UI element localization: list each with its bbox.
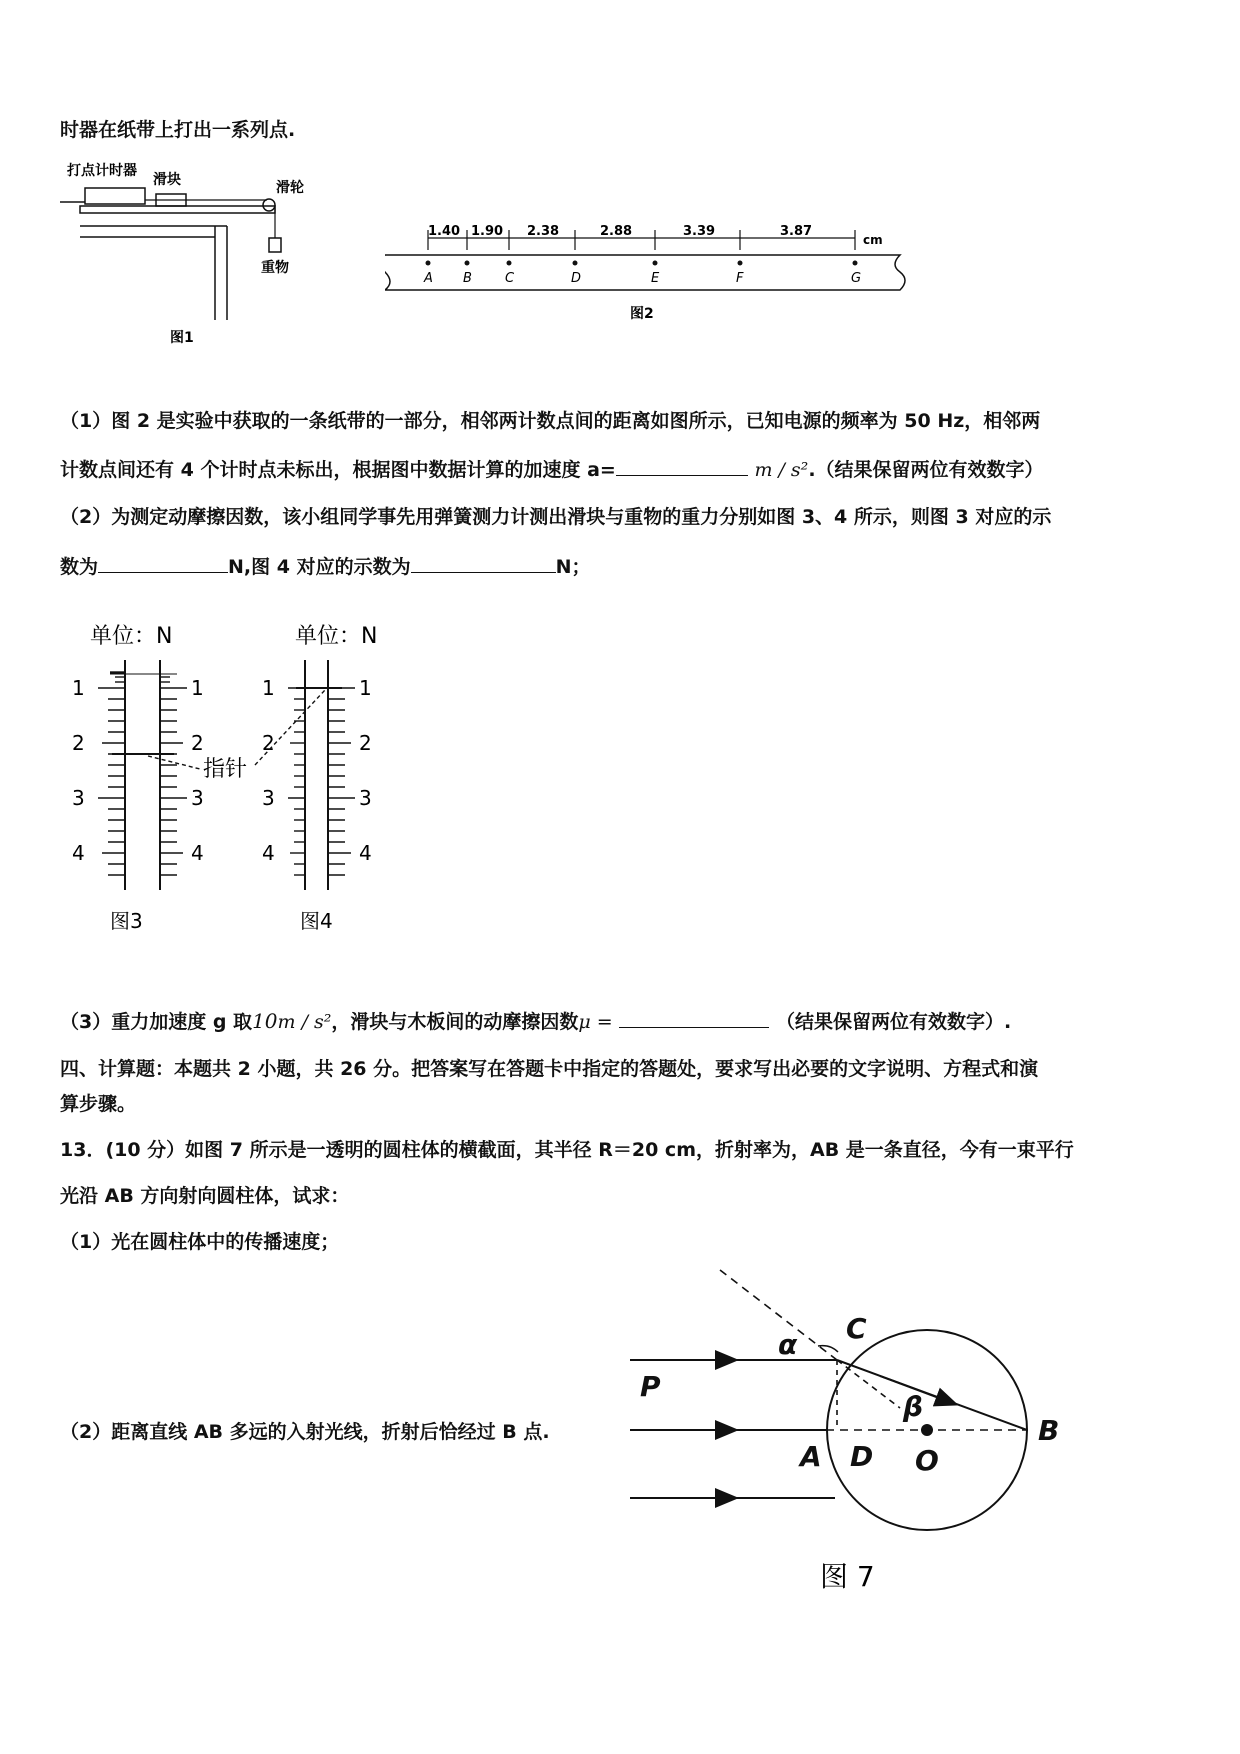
pulley-icon [263, 199, 275, 211]
slider-label: 滑块 [153, 172, 181, 188]
figure-2-caption: 图2 [630, 306, 654, 322]
distance-2: 1.90 [471, 224, 504, 239]
q13-line1: 13．(10 分）如图 7 所示是一透明的圆柱体的横截面，其半径 R＝20 cm，折射率为，AB 是一条直径，今有一束平行 [60, 1139, 1074, 1161]
board [80, 206, 275, 213]
label-B: B [1038, 1414, 1060, 1447]
scale4-right-3: 3 [359, 786, 372, 810]
pointer-dash-3 [148, 756, 200, 769]
scale3-right-1: 1 [191, 676, 204, 700]
scale4-right-4: 4 [359, 841, 372, 865]
scale3-left-4: 4 [72, 841, 85, 865]
scale4-left-4: 4 [262, 841, 275, 865]
section4-line1: 四、计算题：本题共 2 小题，共 26 分。把答案写在答题卡中指定的答题处，要求写出必要的文字说明、方程式和演 [60, 1058, 1039, 1080]
q2-line2: 数为 N,图 4 对应的示数为 N； [60, 552, 591, 581]
label-A: A [800, 1440, 822, 1473]
spring-scale-3 [72, 660, 204, 890]
distance-1: 1.40 [428, 224, 461, 239]
figure-3-4-spring-scales [70, 615, 430, 945]
point-G: G [851, 271, 862, 286]
scale3-right-3: 3 [191, 786, 204, 810]
pointer-dash-4 [255, 690, 325, 765]
pulley-label: 滑轮 [276, 180, 304, 196]
q2-blank-1 [98, 552, 228, 573]
scale3-right-2: 2 [191, 731, 204, 755]
label-D: D [850, 1440, 874, 1473]
q13-line2: 光沿 AB 方向射向圆柱体，试求： [60, 1185, 350, 1207]
unit-label-4: 单位：N [295, 624, 378, 649]
scale3-left-3: 3 [72, 786, 85, 810]
q2-line1: （2）为测定动摩擦因数，该小组同学事先用弹簧测力计测出滑块与重物的重力分别如图 3、4 所示，则图 3 对应的示 [60, 506, 1052, 528]
q1-answer-blank [616, 455, 748, 476]
q13-sub1: （1）光在圆柱体中的传播速度； [60, 1231, 340, 1253]
scale3-right-4: 4 [191, 841, 204, 865]
figure-1-apparatus [55, 160, 345, 350]
point-A: A [424, 271, 433, 286]
distance-6: 3.87 [780, 224, 813, 239]
timer-label: 打点计时器 [67, 163, 137, 179]
q1-line1: （1）图 2 是实验中获取的一条纸带的一部分，相邻两计数点间的距离如图所示，已知电源的频率为 50 Hz，相邻两 [60, 410, 1041, 432]
scale4-left-2: 2 [262, 731, 275, 755]
distance-4: 2.88 [600, 224, 633, 239]
intro-line: 时器在纸带上打出一系列点. [60, 119, 296, 141]
scale4-right-2: 2 [359, 731, 372, 755]
point-C: C [505, 271, 515, 286]
point-B: B [463, 271, 472, 286]
point-D: D [571, 271, 582, 286]
figure-1-caption: 图1 [170, 330, 194, 346]
label-P: P [640, 1370, 661, 1403]
distance-5: 3.39 [683, 224, 716, 239]
figure-7-caption: 图 7 [820, 1560, 875, 1593]
q13-sub2: （2）距离直线 AB 多远的入射光线，折射后恰经过 B 点. [60, 1421, 550, 1443]
weight-box [269, 238, 281, 252]
distance-3: 2.38 [527, 224, 560, 239]
figure-4-caption: 图4 [300, 909, 333, 933]
q3-answer-blank [619, 1007, 769, 1028]
point-F: F [736, 271, 744, 286]
weight-label: 重物 [261, 260, 289, 276]
alpha-arc [818, 1346, 838, 1352]
tape-points [426, 261, 858, 266]
q1-line2: 计数点间还有 4 个计时点未标出，根据图中数据计算的加速度 a= m / s².（结果保留两位有效数字） [60, 455, 1044, 484]
scale4-left-3: 3 [262, 786, 275, 810]
scale3-left-2: 2 [72, 731, 85, 755]
label-O: O [915, 1444, 939, 1477]
label-beta: β [903, 1390, 924, 1423]
scale4-right-1: 1 [359, 676, 372, 700]
figure-7-cylinder [620, 1268, 1080, 1598]
section4-line2: 算步骤。 [60, 1093, 137, 1115]
distance-unit: cm [863, 233, 883, 247]
spring-scale-4 [262, 660, 372, 890]
q2-blank-2 [411, 552, 556, 573]
unit-label-3: 单位：N [90, 624, 173, 649]
scale3-left-1: 1 [72, 676, 85, 700]
q3-line: （3）重力加速度 g 取10m / s²，滑块与木板间的动摩擦因数μ = （结果保留两位有效数字）. [60, 1009, 1012, 1033]
pointer-label: 指针 [203, 757, 248, 782]
label-alpha: α [778, 1328, 798, 1361]
label-C: C [846, 1312, 867, 1345]
figure-3-caption: 图3 [110, 909, 143, 933]
timer-box [85, 188, 145, 204]
scale4-left-1: 1 [262, 676, 275, 700]
point-E: E [651, 271, 660, 286]
center-O [921, 1424, 933, 1436]
figure-2-tape [385, 220, 915, 340]
